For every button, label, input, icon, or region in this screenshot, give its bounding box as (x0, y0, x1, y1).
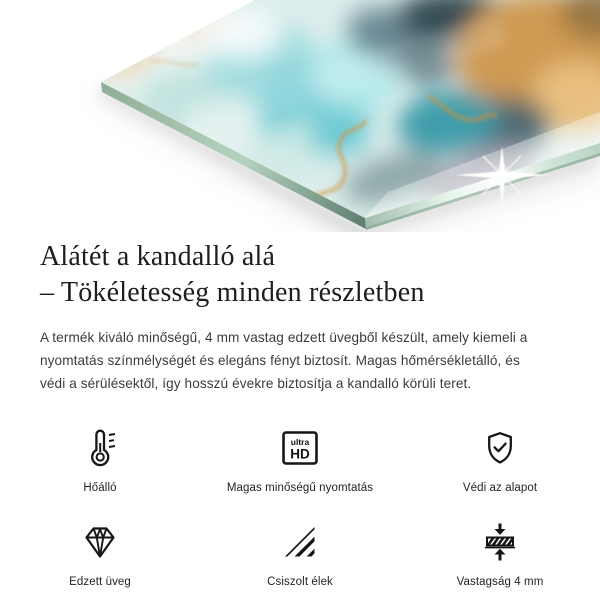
ultra-hd-text-bottom: HD (290, 446, 310, 462)
feature-label: Hőálló (83, 482, 117, 494)
shield-check-icon (480, 428, 520, 468)
feature-grid (0, 426, 600, 589)
feature-tempered-glass (0, 520, 200, 589)
polished-edges-icon (280, 522, 320, 562)
page-title-line2: – Tökéletesség minden részletben (40, 277, 425, 308)
feature-protects-base (400, 426, 600, 495)
feature-thickness (400, 520, 600, 589)
thickness-icon (480, 522, 520, 562)
feature-ultra-hd-print (200, 426, 400, 495)
feature-polished-edges (200, 520, 400, 589)
product-description: A termék kiváló minőségű, 4 mm vastag edzett üvegből készült, amely kiemeli a nyomtatás színmélységét és elegáns fényt biztosít. Magas hőmérsékletálló, és védi a sérülésektől, így hosszú évekre biztosítja a kandalló körüli teret. (40, 330, 528, 391)
thermometer-icon (80, 427, 120, 469)
feature-heat-resistant (0, 426, 200, 495)
page-title (40, 239, 560, 311)
feature-label: Csiszolt élek (267, 576, 333, 588)
feature-label: Védi az alapot (462, 482, 538, 494)
feature-label: Edzett üveg (69, 576, 131, 588)
ultra-hd-icon (279, 428, 321, 468)
content-block (0, 239, 600, 395)
hero-product-image (0, 0, 600, 232)
diamond-icon (80, 522, 120, 562)
page-title-line1: Alátét a kandalló alá (40, 241, 276, 272)
feature-label: Magas minőségű nyomtatás (226, 482, 374, 494)
ultra-hd-text-top: ultra (290, 437, 310, 447)
feature-label: Vastagság 4 mm (456, 576, 544, 588)
